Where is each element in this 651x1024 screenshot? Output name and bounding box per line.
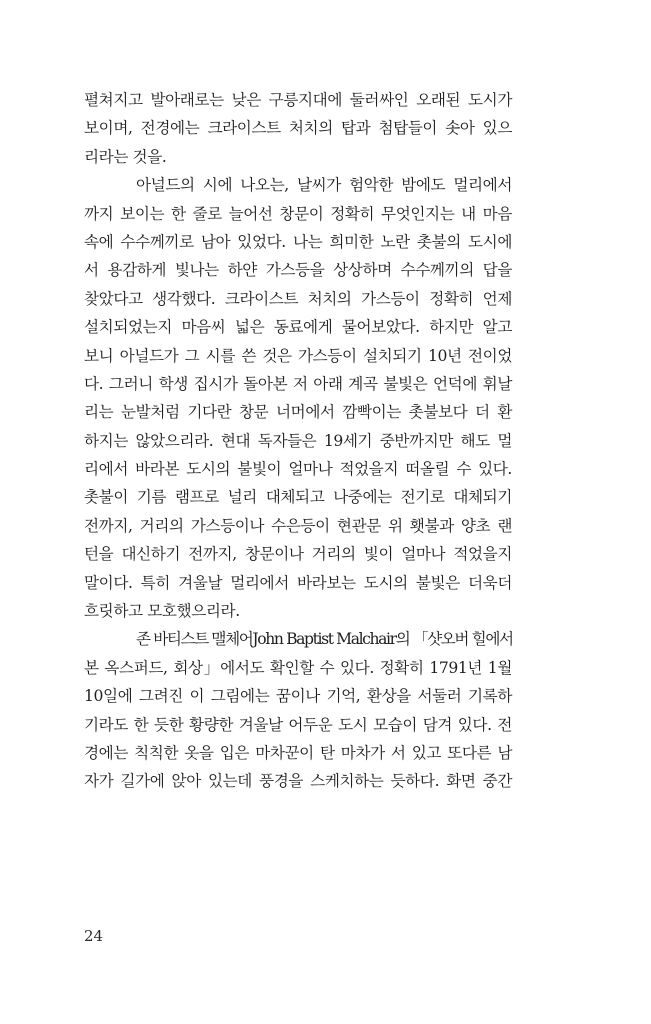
text-line: 설치되었는지 마음씨 넓은 동료에게 물어보았다. 하지만 알고 [84, 318, 512, 337]
text-line: 리에서 바라본 도시의 불빛이 얼마나 적었을지 떠올릴 수 있다. [84, 460, 512, 479]
paragraph [84, 625, 512, 795]
text-line: 리라는 것을. [84, 147, 167, 166]
text-line: 기라도 한 듯한 황량한 겨울날 어두운 도시 모습이 담겨 있다. 전 [84, 715, 512, 734]
text-line: 보니 아널드가 그 시를 쓴 것은 가스등이 설치되기 10년 전이었 [84, 346, 512, 365]
text-line: 흐릿하고 모호했으리라. [84, 602, 240, 621]
text-line: 리는 눈발처럼 기다란 창문 너머에서 깜빡이는 촛불보다 더 환 [84, 403, 512, 422]
text-line: 속에 수수께끼로 남아 있었다. 나는 희미한 노란 촛불의 도시에 [84, 232, 512, 251]
paragraph [84, 86, 512, 171]
text-line: 서 용감하게 빛나는 하얀 가스등을 상상하며 수수께끼의 답을 [84, 261, 512, 280]
text-line: 자가 길가에 앉아 있는데 풍경을 스케치하는 듯하다. 화면 중간 [84, 772, 512, 791]
text-line: 까지 보이는 한 줄로 늘어선 창문이 정확히 무엇인지는 내 마음 [84, 204, 512, 223]
text-line: 턴을 대신하기 전까지, 창문이나 거리의 빛이 얼마나 적었을지 [84, 545, 512, 564]
text-line: 펼쳐지고 발아래로는 낮은 구릉지대에 둘러싸인 오래된 도시가 [84, 91, 512, 109]
text-line: 촛불이 기름 램프로 널리 대체되고 나중에는 전기로 대체되기 [84, 488, 512, 507]
text-line: 말이다. 특히 겨울날 멀리에서 바라보는 도시의 불빛은 더욱더 [84, 573, 512, 592]
text-line: 다. 그러니 학생 집시가 돌아본 저 아래 계곡 불빛은 언덕에 휘날 [84, 374, 512, 393]
text-line: 전까지, 거리의 가스등이나 수은등이 현관문 위 횃불과 양초 랜 [84, 516, 512, 535]
text-line: 본 옥스퍼드, 회상」에서도 확인할 수 있다. 정확히 1791년 1월 [84, 658, 512, 677]
text-line: 아널드의 시에 나오는, 날씨가 험악한 밤에도 멀리에서 [136, 176, 512, 195]
body-text [84, 86, 512, 796]
text-line: 보이며, 전경에는 크라이스트 처치의 탑과 첨탑들이 솟아 있으 [84, 119, 512, 138]
text-line: 존 바티스트 맬체어John Baptist Malchair의 「샷오버 힐에서 [136, 630, 513, 649]
page-number: 24 [84, 927, 104, 945]
text-line: 하지는 않았으리라. 현대 독자들은 19세기 중반까지만 해도 멀 [84, 431, 512, 450]
text-line: 찾았다고 생각했다. 크라이스트 처치의 가스등이 정확히 언제 [84, 289, 512, 308]
text-line: 10일에 그려진 이 그림에는 꿈이나 기억, 환상을 서둘러 기록하 [84, 687, 512, 706]
text-line: 경에는 칙칙한 옷을 입은 마차꾼이 탄 마차가 서 있고 또다른 남 [84, 743, 512, 762]
paragraph [84, 171, 512, 625]
